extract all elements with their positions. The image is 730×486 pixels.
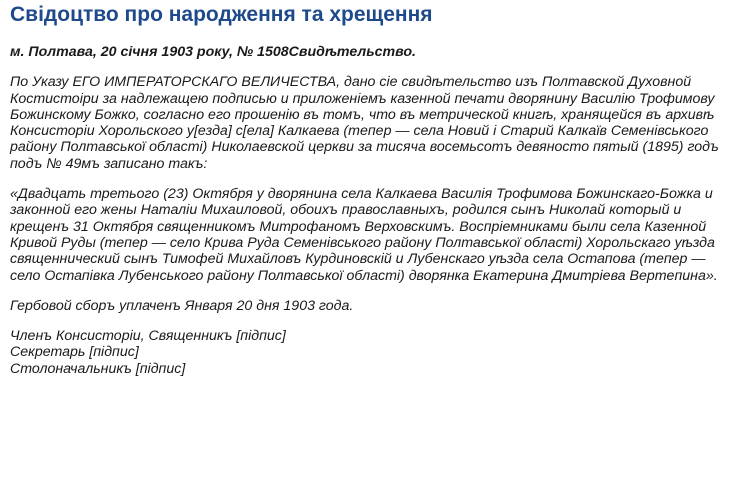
signature-consistory-member: Членъ Консисторіи, Священникъ [підпис] (10, 328, 286, 345)
paragraph-certificate-intro: По Указу ЕГО ИМПЕРАТОРСКАГО ВЕЛИЧЕСТВА, дано сіе свидѣтельство изъ Полтавской Духовной Костистоіри за надлежащею подписью и приложеніемъ казенной печати дворянину Василію Трофимову Божинскому Божко, согласно его прошенію въ томъ, что въ метрической книгѣ, хранящейся въ архивѣ Консисторіи Хорольского у[езда] с[ела] Калкаева (тепер — села Новий і Старий Калкаїв Семенівського району Полтавської області) Николаевской церкви за тисяча восемьсотъ девяносто пятый (1895) годъ подъ № 49мъ записано такъ: (10, 74, 719, 172)
signature-head-clerk: Столоначальникъ [підпис] (10, 360, 186, 377)
document-body (10, 44, 720, 377)
paragraph-stamp-duty: Гербовой сборъ уплаченъ Января 20 дня 1903 года. (10, 297, 354, 314)
page-title: Свідоцтво про народження та хрещення (10, 3, 433, 26)
signature-secretary: Секретарь [підпис] (10, 344, 139, 361)
paragraph-record-quote: «Двадцать третього (23) Октября у дворянина села Калкаева Василія Трофимова Божинскаго-Божка и законной его жены Наталіи Михаиловой, обоихъ православныхъ, родился сынъ Николай который и крещенъ 31 Октября священникомъ Митрофаномъ Верховскимъ. Воспріемниками были села Казенной Кривой Руды (тепер — село Крива Руда Семенівського району Полтавської області) Хорольскаго уѣзда священнический сынъ Тимофей Михайловъ Курдиновскій и Лубенскаго уѣзда села Остапова (тепер — село Остапівка Лубенського району Полтавської області) дворянка Екатерина Дмитріева Вертепина». (10, 186, 718, 284)
document-heading: м. Полтава, 20 січня 1903 року, № 1508Свидѣтельство. (10, 44, 416, 60)
signature-block (10, 328, 720, 377)
